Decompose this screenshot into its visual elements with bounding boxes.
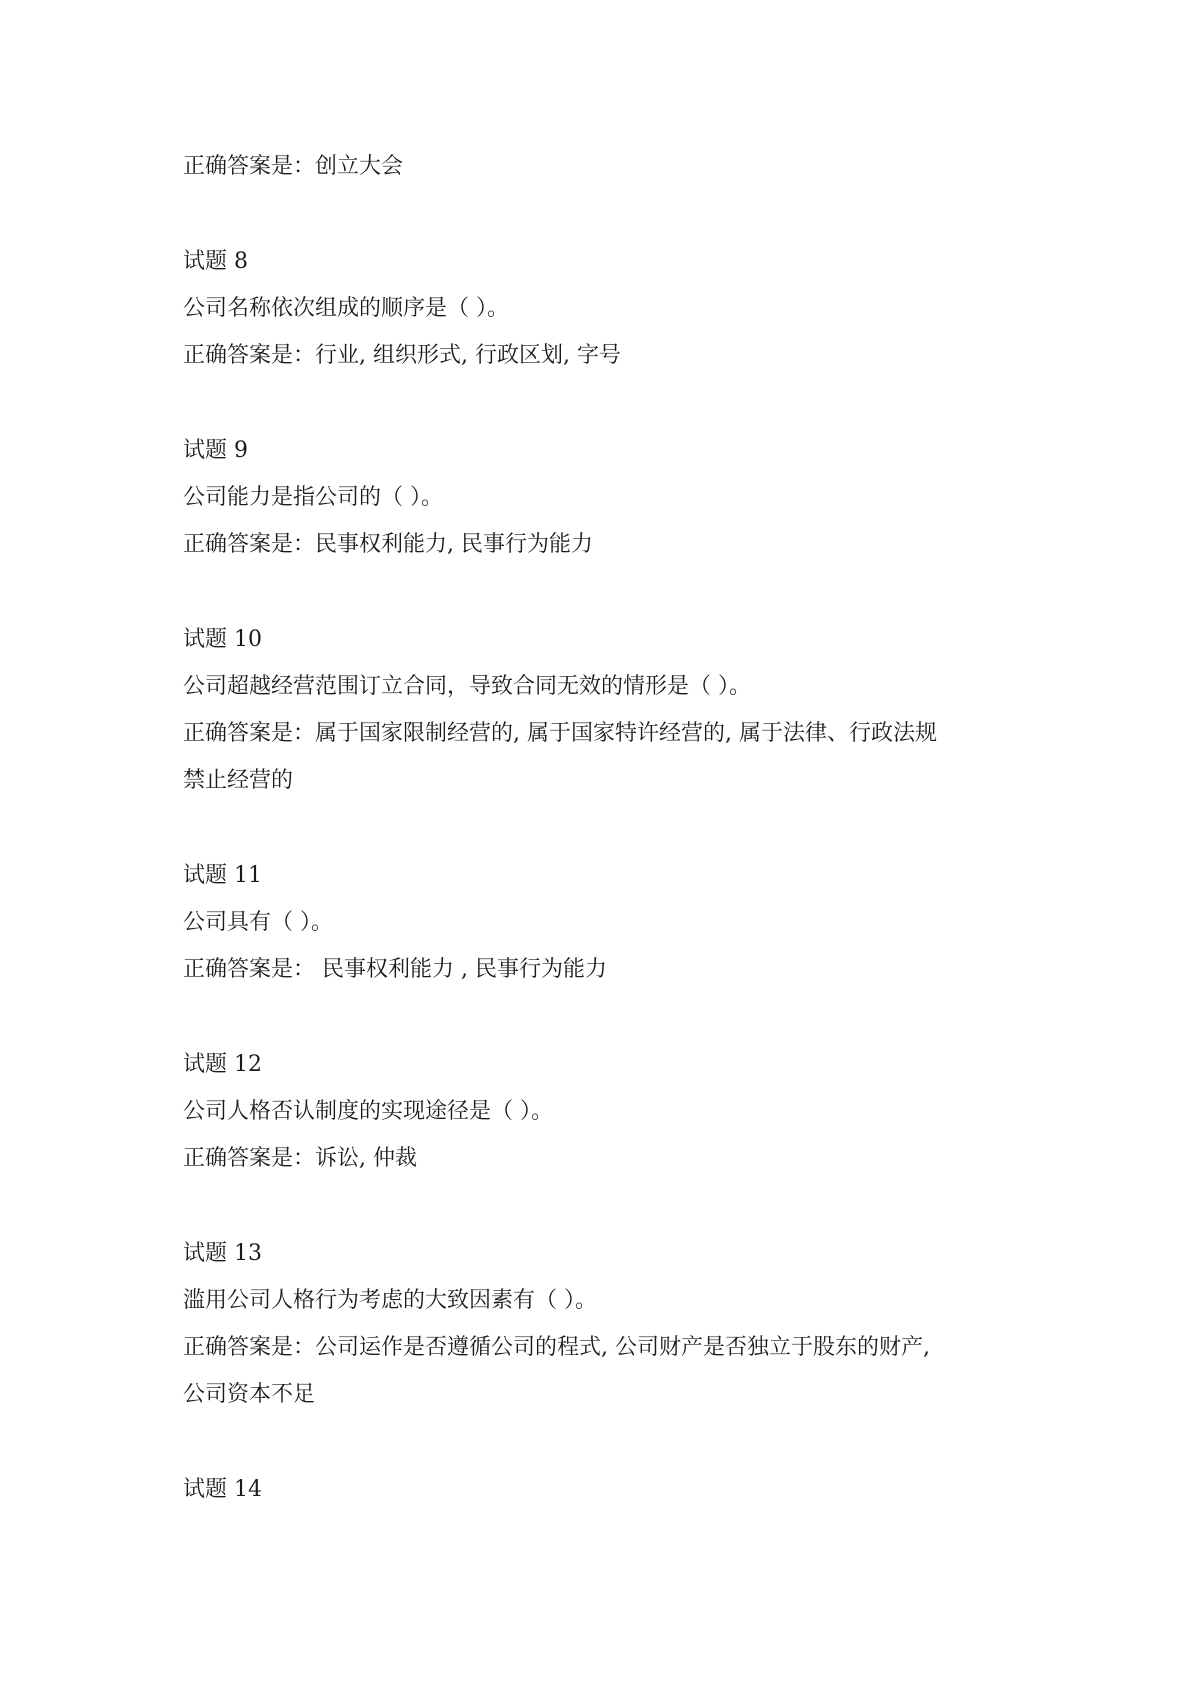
question-text-11: 公司具有（ ）。 bbox=[183, 910, 333, 935]
question-text-8: 公司名称依次组成的顺序是（ ）。 bbox=[183, 296, 509, 321]
question-text-10: 公司超越经营范围订立合同，导致合同无效的情形是（ ）。 bbox=[183, 674, 751, 699]
answer-line-12: 正确答案是：诉讼, 仲裁 bbox=[183, 1146, 417, 1171]
answer-line-8: 正确答案是：行业, 组织形式, 行政区划, 字号 bbox=[183, 343, 621, 368]
answer-line-11: 正确答案是： 民事权利能力 , 民事行为能力 bbox=[183, 957, 607, 982]
question-number-8: 试题 8 bbox=[183, 249, 248, 274]
question-number-14: 试题 14 bbox=[183, 1477, 262, 1502]
question-number-11: 试题 11 bbox=[183, 863, 262, 888]
answer-line-13-continued: 公司资本不足 bbox=[183, 1382, 316, 1407]
question-text-13: 滥用公司人格行为考虑的大致因素有（ ）。 bbox=[183, 1288, 597, 1313]
question-number-10: 试题 10 bbox=[183, 627, 262, 652]
answer-line-10-continued: 禁止经营的 bbox=[183, 768, 294, 793]
question-number-12: 试题 12 bbox=[183, 1052, 262, 1077]
question-number-9: 试题 9 bbox=[183, 438, 248, 463]
question-number-13: 试题 13 bbox=[183, 1241, 262, 1266]
question-text-9: 公司能力是指公司的（ ）。 bbox=[183, 485, 443, 510]
answer-line-7: 正确答案是：创立大会 bbox=[183, 154, 404, 179]
answer-line-9: 正确答案是：民事权利能力, 民事行为能力 bbox=[183, 532, 593, 557]
answer-line-13: 正确答案是：公司运作是否遵循公司的程式, 公司财产是否独立于股东的财产, bbox=[183, 1335, 930, 1360]
question-text-12: 公司人格否认制度的实现途径是（ ）。 bbox=[183, 1099, 553, 1124]
answer-line-10: 正确答案是：属于国家限制经营的, 属于国家特许经营的, 属于法律、行政法规 bbox=[183, 721, 937, 746]
